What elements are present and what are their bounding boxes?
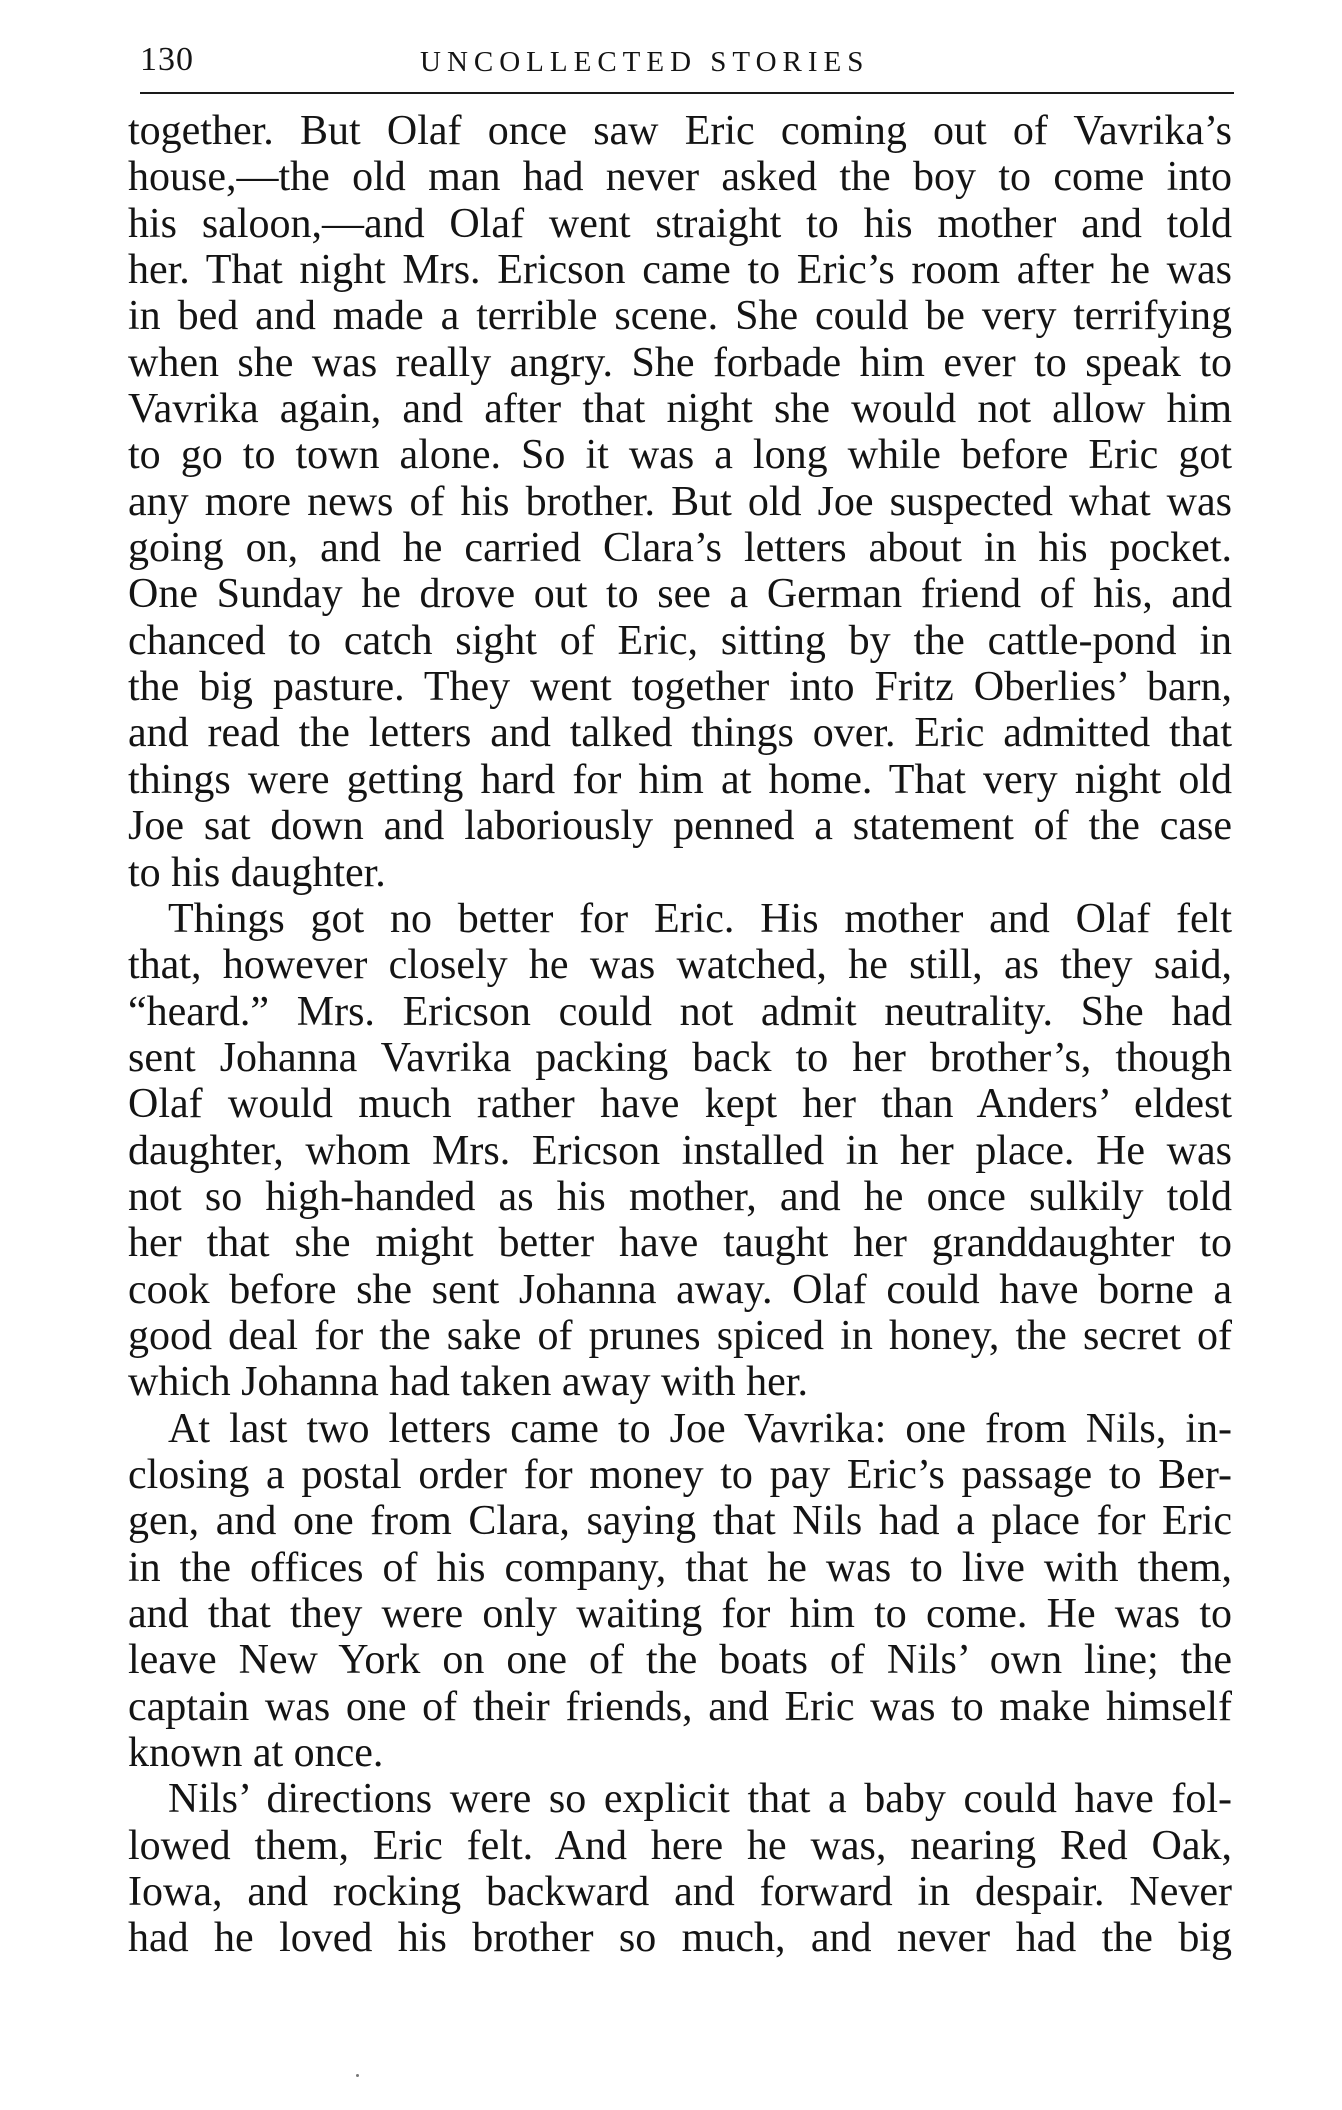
running-title: UNCOLLECTED STORIES <box>420 46 870 78</box>
text-line: that, however closely he was watched, he still, as they said, <box>128 942 1232 989</box>
text-line: not so high-handed as his mother, and he once sulkily told <box>128 1173 1232 1220</box>
text-line: things were getting hard for him at home. That very night old <box>128 756 1232 803</box>
text-line: to go to town alone. So it was a long while before Eric got <box>128 432 1232 479</box>
text-line: in the offices of his company, that he was to live with them, <box>128 1544 1232 1591</box>
text-line: Vavrika again, and after that night she would not allow him <box>128 386 1232 433</box>
text-line: sent Johanna Vavrika packing back to her brother’s, though <box>128 1034 1232 1081</box>
text-line: to his daughter. <box>128 849 386 896</box>
text-line: going on, and he carried Clara’s letters about in his pocket. <box>128 525 1232 572</box>
text-line: Iowa, and rocking backward and forward in despair. Never <box>128 1869 1232 1916</box>
text-line: any more news of his brother. But old Joe suspected what was <box>128 478 1232 525</box>
paragraph-first-line: Things got no better for Eric. His mother and Olaf felt <box>168 895 1232 942</box>
text-line: Olaf would much rather have kept her than Anders’ eldest <box>128 1081 1232 1128</box>
text-line: together. But Olaf once saw Eric coming out of Vavrika’s <box>128 108 1232 154</box>
text-line: daughter, whom Mrs. Ericson installed in her place. He was <box>128 1127 1232 1174</box>
text-line: the big pasture. They went together into Fritz Oberlies’ barn, <box>128 664 1232 711</box>
paragraph-first-line: Nils’ directions were so explicit that a baby could have fol- <box>168 1776 1232 1823</box>
text-line: cook before she sent Johanna away. Olaf could have borne a <box>128 1266 1232 1313</box>
text-line: house,—the old man had never asked the boy to come into <box>128 154 1232 201</box>
text-line: which Johanna had taken away with her. <box>128 1359 808 1406</box>
header-rule <box>140 92 1234 94</box>
text-line: gen, and one from Clara, saying that Nils had a place for Eric <box>128 1498 1232 1545</box>
page-number: 130 <box>140 41 194 78</box>
text-line: closing a postal order for money to pay Eric’s passage to Ber- <box>128 1451 1232 1498</box>
text-line: her. That night Mrs. Ericson came to Eric’s room after he was <box>128 247 1232 294</box>
text-line: Joe sat down and laboriously penned a statement of the case <box>128 803 1232 850</box>
text-line: and read the letters and talked things over. Eric admitted that <box>128 710 1232 757</box>
body-text <box>128 108 1232 1962</box>
text-line: “heard.” Mrs. Ericson could not admit neutrality. She had <box>128 988 1232 1035</box>
print-speck <box>356 2074 359 2077</box>
paragraph-first-line: At last two letters came to Joe Vavrika: one from Nils, in- <box>168 1405 1232 1452</box>
text-line: when she was really angry. She forbade him ever to speak to <box>128 339 1232 386</box>
text-line: her that she might better have taught her granddaughter to <box>128 1220 1232 1267</box>
text-line: in bed and made a terrible scene. She could be very terrifying <box>128 293 1232 340</box>
text-line: known at once. <box>128 1730 384 1777</box>
text-line: good deal for the sake of prunes spiced in honey, the secret of <box>128 1312 1232 1359</box>
text-line: his saloon,—and Olaf went straight to his mother and told <box>128 200 1232 247</box>
running-head <box>140 36 1234 96</box>
text-line: had he loved his brother so much, and never had the big <box>128 1915 1232 1962</box>
text-line: captain was one of their friends, and Eric was to make himself <box>128 1683 1232 1730</box>
text-line: lowed them, Eric felt. And here he was, nearing Red Oak, <box>128 1822 1232 1869</box>
text-line: chanced to catch sight of Eric, sitting by the cattle-pond in <box>128 617 1232 664</box>
text-line: One Sunday he drove out to see a German friend of his, and <box>128 571 1232 618</box>
text-line: leave New York on one of the boats of Nils’ own line; the <box>128 1637 1232 1684</box>
text-line: and that they were only waiting for him to come. He was to <box>128 1591 1232 1637</box>
